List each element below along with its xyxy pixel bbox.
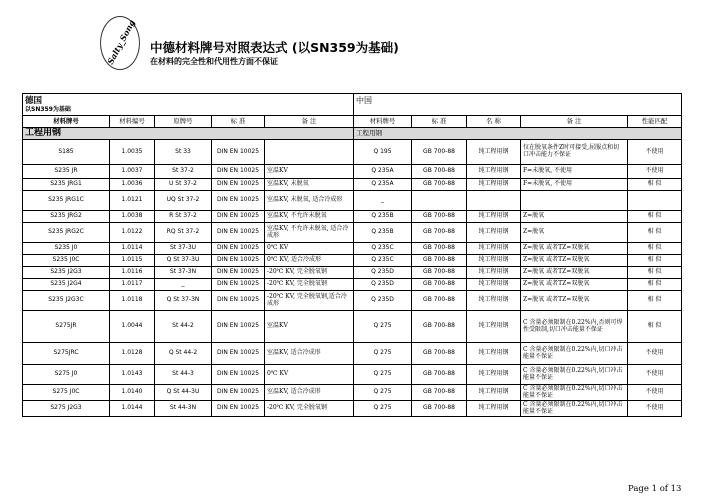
cn-grade-cell: Q 235C [354, 255, 412, 267]
table-row [23, 223, 682, 243]
old-grade-cell: St 33 [155, 140, 212, 165]
material-grade-cell: S275JRC [23, 343, 110, 365]
performance-match-cell: 不使用 [628, 401, 682, 417]
standard-cell: DIN EN 10025 [212, 255, 265, 267]
material-number-cell: 1.0115 [110, 255, 155, 267]
performance-match-cell: 相 似 [628, 291, 682, 311]
old-grade-cell: Q St 44-3U [155, 385, 212, 401]
page-subtitle: 在材料的完全性和代用性方面不保证 [150, 57, 278, 66]
standard-cell: DIN EN 10025 [212, 211, 265, 223]
cn-standard-cell: GB 700-88 [412, 311, 467, 343]
performance-match-cell: 相 似 [628, 255, 682, 267]
category-row [23, 128, 682, 140]
standard-cell: DIN EN 10025 [212, 243, 265, 255]
col-header: 备 注 [521, 116, 628, 128]
cn-name-cell: 纯工程用钢 [467, 140, 521, 165]
material-number-cell: 1.0044 [110, 311, 155, 343]
remark-cell: 室温KV [265, 165, 354, 179]
page-title: 中德材料牌号对照表达式 (以SN359为基础) [150, 40, 399, 55]
section-cn: 中国 [356, 96, 373, 105]
performance-match-cell: 不使用 [628, 385, 682, 401]
material-grade-cell: S235 J2G3 [23, 267, 110, 279]
material-grade-cell: S275JR [23, 311, 110, 343]
material-number-cell: 1.0143 [110, 365, 155, 385]
cn-name-cell: 纯工程用钢 [467, 267, 521, 279]
comparison-table [22, 93, 682, 417]
remark-cell: -20℃ KV, 完全脱氧钢 [265, 267, 354, 279]
table-row [23, 211, 682, 223]
old-grade-cell: St 44-2 [155, 311, 212, 343]
remark-cell: 室温KV, 适合冷成形 [265, 385, 354, 401]
cn-remark-cell: Z=脱氧 或者TZ=双脱氧 [521, 279, 628, 291]
cn-standard-cell: GB 700-88 [412, 365, 467, 385]
standard-cell: DIN EN 10025 [212, 279, 265, 291]
standard-cell: DIN EN 10025 [212, 401, 265, 417]
cn-name-cell: 纯工程用钢 [467, 165, 521, 179]
cn-grade-cell: Q 235D [354, 267, 412, 279]
material-grade-cell: S235 J0C [23, 255, 110, 267]
category-cn [354, 128, 682, 140]
section-de-sub: 以SN359为基础 [25, 106, 71, 113]
old-grade-cell: Q St 44-2 [155, 343, 212, 365]
cn-grade-cell: Q 275 [354, 365, 412, 385]
cn-name-cell: 纯工程用钢 [467, 211, 521, 223]
category-cn-label: 工程用钢 [356, 128, 383, 137]
page-number: Page 1 of 13 [628, 484, 682, 494]
cn-standard-cell: GB 700-88 [412, 211, 467, 223]
remark-cell: 室温KV [265, 311, 354, 343]
material-grade-cell: S275 J2G3 [23, 401, 110, 417]
material-grade-cell: S235 JRG1 [23, 179, 110, 191]
table-row [23, 140, 682, 165]
standard-cell: DIN EN 10025 [212, 179, 265, 191]
material-grade-cell: S235 J2G3C [23, 291, 110, 311]
cn-remark-cell: Z=脱氧 [521, 223, 628, 243]
cn-standard-cell: GB 700-88 [412, 385, 467, 401]
cn-grade-cell: Q 275 [354, 401, 412, 417]
old-grade-cell: U St 37-2 [155, 179, 212, 191]
old-grade-cell: St 44-3 [155, 365, 212, 385]
col-header: 材料编号 [110, 116, 155, 128]
performance-match-cell: 相 似 [628, 211, 682, 223]
material-grade-cell: S235 J0 [23, 243, 110, 255]
old-grade-cell: RQ St 37-2 [155, 223, 212, 243]
cn-standard-cell: GB 700-88 [412, 140, 467, 165]
table-row [23, 311, 682, 343]
standard-cell: DIN EN 10025 [212, 311, 265, 343]
logo-text: Salty_Song [105, 18, 137, 66]
material-grade-cell: S235 JR [23, 165, 110, 179]
material-number-cell: 1.0036 [110, 179, 155, 191]
old-grade-cell: UQ St 37-2 [155, 191, 212, 211]
standard-cell: DIN EN 10025 [212, 140, 265, 165]
cn-remark-cell: Z=脱氧 或者TZ=双脱氧 [521, 267, 628, 279]
performance-match-cell: 相 似 [628, 223, 682, 243]
cn-name-cell: 纯工程用钢 [467, 311, 521, 343]
old-grade-cell: R St 37-2 [155, 211, 212, 223]
material-number-cell: 1.0144 [110, 401, 155, 417]
table-row [23, 267, 682, 279]
col-header: 备 注 [265, 116, 354, 128]
performance-match-cell [628, 191, 682, 211]
cn-standard-cell: GB 700-88 [412, 267, 467, 279]
table-row [23, 365, 682, 385]
remark-cell: 室温KV, 未脱氧, 适合冷成形 [265, 191, 354, 211]
old-grade-cell: St 37-2 [155, 165, 212, 179]
category-de [23, 128, 354, 140]
cn-remark-cell: 仅在脱氧条件Z时可接受,屈服点和切口冲击能力不保证 [521, 140, 628, 165]
cn-standard-cell: GB 700-88 [412, 401, 467, 417]
old-grade-cell: Q St 37-3U [155, 255, 212, 267]
cn-name-cell: 纯工程用钢 [467, 243, 521, 255]
remark-cell: 0℃ KV, 适合冷成形 [265, 255, 354, 267]
col-header: 材料牌号 [354, 116, 412, 128]
cn-name-cell: 纯工程用钢 [467, 343, 521, 365]
cn-grade-cell: Q 235D [354, 279, 412, 291]
remark-cell: 室温KV, 不允许未脱氧 [265, 211, 354, 223]
category-de-label: 工程用钢 [25, 127, 62, 138]
cn-remark-cell [521, 191, 628, 211]
performance-match-cell: 相 似 [628, 179, 682, 191]
table-row [23, 343, 682, 365]
material-number-cell: 1.0114 [110, 243, 155, 255]
cn-remark-cell: Z=脱氧 或者TZ=双脱氧 [521, 291, 628, 311]
performance-match-cell: 不使用 [628, 140, 682, 165]
performance-match-cell: 不使用 [628, 343, 682, 365]
material-grade-cell: S235 J2G4 [23, 279, 110, 291]
cn-grade-cell: Q 275 [354, 311, 412, 343]
table-row [23, 291, 682, 311]
cn-standard-cell: GB 700-88 [412, 291, 467, 311]
cn-remark-cell: F=未脱氧, 不使用 [521, 165, 628, 179]
material-grade-cell: S235 JRG2 [23, 211, 110, 223]
material-grade-cell: S185 [23, 140, 110, 165]
standard-cell: DIN EN 10025 [212, 365, 265, 385]
performance-match-cell: 不使用 [628, 365, 682, 385]
cn-grade-cell: Q 275 [354, 343, 412, 365]
table-row [23, 401, 682, 417]
cn-remark-cell: Z=脱氧 或者TZ=双脱氧 [521, 255, 628, 267]
cn-standard-cell: GB 700-88 [412, 255, 467, 267]
performance-match-cell: 相 似 [628, 267, 682, 279]
cn-name-cell: 纯工程用钢 [467, 291, 521, 311]
table-row [23, 191, 682, 211]
table-row [23, 179, 682, 191]
cn-standard-cell: GB 700-88 [412, 223, 467, 243]
cn-remark-cell: C 含量必须限制在0.22%内,否则可焊性受限制,切口冲击能量不保证 [521, 311, 628, 343]
cn-remark-cell: Z=脱氧 [521, 211, 628, 223]
performance-match-cell: 不使用 [628, 165, 682, 179]
table-row [23, 165, 682, 179]
cn-grade-cell: Q 235A [354, 179, 412, 191]
cn-remark-cell: C 含量必须限制在0.22%内,切口冲击能量不保证 [521, 401, 628, 417]
remark-cell: -20℃ KV, 完全脱氧钢 [265, 279, 354, 291]
cn-standard-cell: GB 700-88 [412, 243, 467, 255]
cn-grade-cell: Q 235D [354, 291, 412, 311]
column-header-row [23, 116, 682, 128]
old-grade-cell: _ [155, 279, 212, 291]
cn-standard-cell: GB 700-88 [412, 343, 467, 365]
material-number-cell: 1.0128 [110, 343, 155, 365]
cn-remark-cell: Z=脱氧 或者TZ=双脱氧 [521, 243, 628, 255]
material-number-cell: 1.0117 [110, 279, 155, 291]
cn-name-cell: 纯工程用钢 [467, 223, 521, 243]
cn-remark-cell: C 含量必须限制在0.22%内,切口冲击能量不保证 [521, 343, 628, 365]
old-grade-cell: Q St 37-3N [155, 291, 212, 311]
cn-name-cell: 纯工程用钢 [467, 255, 521, 267]
material-grade-cell: S235 JRG2C [23, 223, 110, 243]
col-header: 标 准 [212, 116, 265, 128]
cn-name-cell: 纯工程用钢 [467, 179, 521, 191]
material-number-cell: 1.0035 [110, 140, 155, 165]
material-number-cell: 1.0118 [110, 291, 155, 311]
cn-remark-cell: F=未脱氧, 不使用 [521, 179, 628, 191]
col-header: 名 称 [467, 116, 521, 128]
remark-cell: 室温KV, 适合冷成形 [265, 343, 354, 365]
standard-cell: DIN EN 10025 [212, 291, 265, 311]
old-grade-cell: St 44-3N [155, 401, 212, 417]
performance-match-cell: 相 似 [628, 311, 682, 343]
remark-cell: 室温KV, 未脱氧 [265, 179, 354, 191]
section-header-row [23, 94, 682, 116]
performance-match-cell: 相 似 [628, 243, 682, 255]
cn-remark-cell: C 含量必须限制在0.22%内,切口冲击能量不保证 [521, 365, 628, 385]
section-de-cell [23, 94, 354, 116]
standard-cell: DIN EN 10025 [212, 191, 265, 211]
cn-grade-cell: Q 235B [354, 211, 412, 223]
cn-name-cell: 纯工程用钢 [467, 279, 521, 291]
material-grade-cell: S275 J0 [23, 365, 110, 385]
material-number-cell: 1.0116 [110, 267, 155, 279]
section-cn-cell [354, 94, 682, 116]
material-number-cell: 1.0140 [110, 385, 155, 401]
col-header: 标 准 [412, 116, 467, 128]
material-grade-cell: S235 JRG1C [23, 191, 110, 211]
remark-cell [265, 140, 354, 165]
standard-cell: DIN EN 10025 [212, 267, 265, 279]
cn-remark-cell: C 含量必须限制在0.22%内,切口冲击能量不保证 [521, 385, 628, 401]
remark-cell: -20℃ KV, 完全脱氧钢 [265, 401, 354, 417]
cn-grade-cell: Q 275 [354, 385, 412, 401]
standard-cell: DIN EN 10025 [212, 165, 265, 179]
cn-grade-cell: Q 195 [354, 140, 412, 165]
cn-name-cell: 纯工程用钢 [467, 401, 521, 417]
table-row [23, 243, 682, 255]
cn-standard-cell: GB 700-88 [412, 165, 467, 179]
remark-cell: 0℃ KV [265, 243, 354, 255]
section-de: 德国 [25, 96, 43, 106]
old-grade-cell: St 37-3N [155, 267, 212, 279]
material-number-cell: 1.0121 [110, 191, 155, 211]
material-number-cell: 1.0037 [110, 165, 155, 179]
remark-cell: -20℃ KV, 完全脱氧钢,适合冷成形 [265, 291, 354, 311]
company-logo [100, 16, 140, 70]
material-number-cell: 1.0122 [110, 223, 155, 243]
material-number-cell: 1.0038 [110, 211, 155, 223]
material-grade-cell: S275 J0C [23, 385, 110, 401]
table-row [23, 279, 682, 291]
table-row [23, 385, 682, 401]
standard-cell: DIN EN 10025 [212, 385, 265, 401]
cn-name-cell [467, 191, 521, 211]
remark-cell: 室温KV, 不允许未脱氧, 适合冷成形 [265, 223, 354, 243]
cn-standard-cell: GB 700-88 [412, 279, 467, 291]
cn-grade-cell: _ [354, 191, 412, 211]
col-header: 材料牌号 [23, 116, 110, 128]
cn-grade-cell: Q 235C [354, 243, 412, 255]
old-grade-cell: St 37-3U [155, 243, 212, 255]
cn-grade-cell: Q 235A [354, 165, 412, 179]
cn-grade-cell: Q 235B [354, 223, 412, 243]
standard-cell: DIN EN 10025 [212, 223, 265, 243]
performance-match-cell: 相 似 [628, 279, 682, 291]
cn-name-cell: 纯工程用钢 [467, 385, 521, 401]
col-header: 性能匹配 [628, 116, 682, 128]
cn-name-cell: 纯工程用钢 [467, 365, 521, 385]
cn-standard-cell [412, 191, 467, 211]
col-header: 原牌号 [155, 116, 212, 128]
table-row [23, 255, 682, 267]
standard-cell: DIN EN 10025 [212, 343, 265, 365]
remark-cell: 0℃ KV [265, 365, 354, 385]
cn-standard-cell: GB 700-88 [412, 179, 467, 191]
